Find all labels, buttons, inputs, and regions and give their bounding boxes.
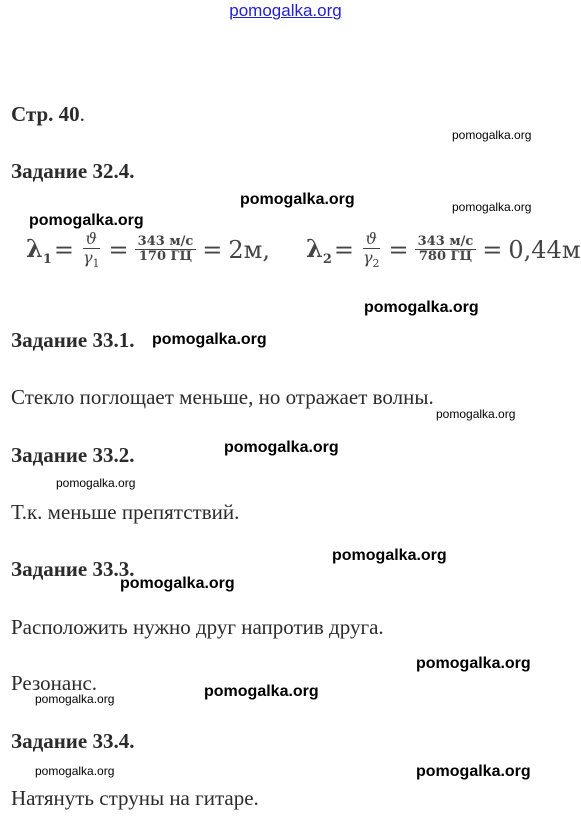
site-header-link[interactable]: pomogalka.org	[229, 1, 342, 20]
watermark: pomogalka.org	[35, 692, 115, 706]
fraction-numeric-2: $\frac{343 м/с}{780 ГЦ}$	[415, 235, 477, 265]
watermark: pomogalka.org	[416, 655, 531, 672]
task-33-4-answer: Натянуть струны на гитаре.	[11, 786, 259, 810]
fraction-symbolic-2: $\frac{ϑ}{\gamma_2}$	[362, 229, 380, 270]
page-reference-label: Стр. 40	[11, 102, 80, 126]
task-33-2-heading: Задание 33.2.	[11, 443, 135, 467]
watermark: pomogalka.org	[452, 128, 532, 142]
watermark: pomogalka.org	[152, 331, 267, 348]
formula-lambda-2: $\lambda_2$ = $\frac{ϑ}{\gamma_2}$ = $\frac{343 м/с}{780 ГЦ}$ = 0,44м	[306, 229, 581, 270]
page-reference-dot: .	[79, 102, 85, 126]
task-33-2-answer: Т.к. меньше препятствий.	[11, 500, 240, 524]
watermark: pomogalka.org	[56, 476, 136, 490]
task-33-1-answer: Стекло поглощает меньше, но отражает волны.	[11, 385, 434, 409]
watermark: pomogalka.org	[204, 683, 319, 700]
lambda-1-symbol: $\lambda_1$	[26, 233, 52, 267]
formula-result-1: 2м,	[228, 235, 270, 264]
page-reference	[11, 102, 85, 127]
watermark: pomogalka.org	[416, 763, 531, 780]
watermark: pomogalka.org	[240, 191, 355, 208]
watermark: pomogalka.org	[35, 764, 115, 778]
watermark: pomogalka.org	[332, 547, 447, 564]
lambda-2-symbol: $\lambda_2$	[306, 233, 332, 267]
fraction-numeric-1: $\frac{343 м/с}{170 ГЦ}$	[135, 235, 197, 265]
watermark: pomogalka.org	[364, 299, 479, 316]
task-32-4-heading: Задание 32.4.	[11, 159, 135, 183]
fraction-symbolic-1: $\frac{ϑ}{\gamma_1}$	[82, 229, 100, 270]
task-33-1-heading: Задание 33.1.	[11, 328, 135, 352]
watermark: pomogalka.org	[436, 407, 516, 421]
watermark: pomogalka.org	[120, 575, 235, 592]
task-33-3-answer-2: Резонанс.	[11, 671, 98, 695]
watermark: pomogalka.org	[452, 200, 532, 214]
watermark: pomogalka.org	[29, 212, 144, 229]
formula-lambda-1: $\lambda_1$ = $\frac{ϑ}{\gamma_1}$ = $\frac{343 м/с}{170 ГЦ}$ = 2м,	[26, 229, 270, 270]
task-33-3-heading: Задание 33.3.	[11, 557, 135, 581]
watermark: pomogalka.org	[224, 439, 339, 456]
formula-result-2: 0,44м	[508, 235, 581, 264]
task-33-4-heading: Задание 33.4.	[11, 729, 135, 753]
task-33-3-answer: Расположить нужно друг напротив друга.	[11, 615, 384, 639]
